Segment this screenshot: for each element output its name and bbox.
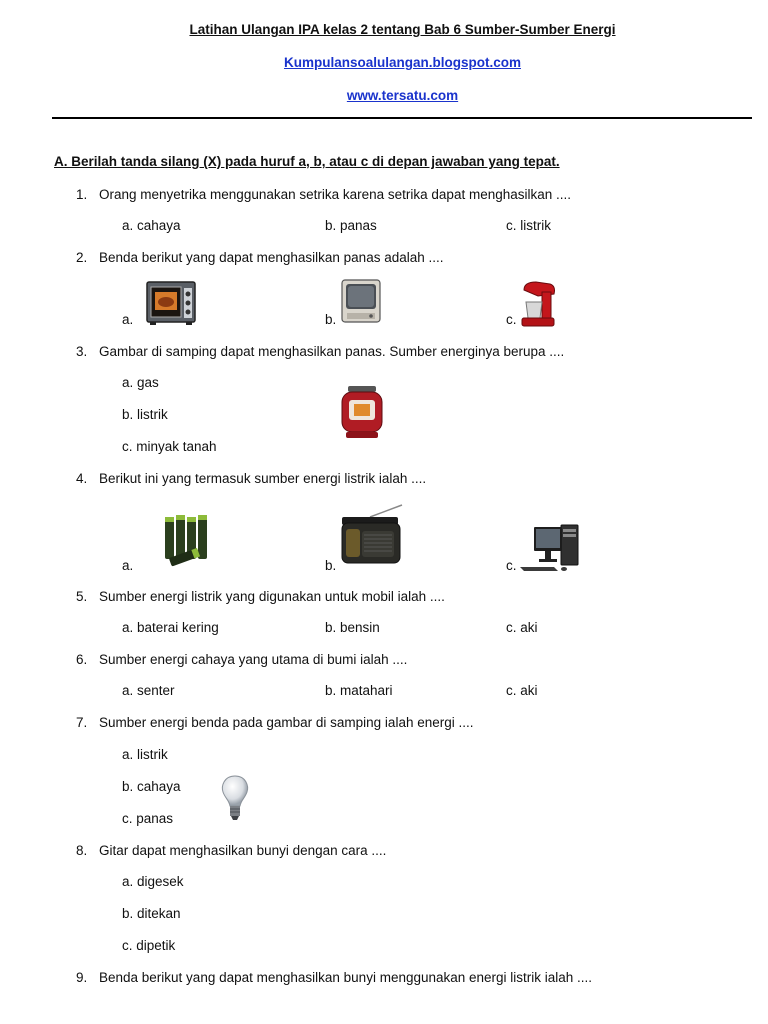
kerosene-stove-icon xyxy=(340,386,384,440)
question-number: 7. xyxy=(76,715,88,730)
option-c[interactable]: c. xyxy=(506,558,517,573)
option-b[interactable]: b. xyxy=(325,312,337,327)
section-heading: A. Berilah tanda silang (X) pada huruf a, b, atau c di depan jawaban yang tepat. xyxy=(54,154,560,169)
light-bulb-icon xyxy=(220,774,250,822)
radio-icon xyxy=(340,503,404,569)
batteries-icon xyxy=(162,513,216,569)
question-text: Sumber energi benda pada gambar di samping ialah energi .... xyxy=(99,715,474,730)
option-b[interactable]: b. xyxy=(325,558,337,573)
option-a[interactable]: a. baterai kering xyxy=(122,620,219,635)
header-divider xyxy=(52,117,752,119)
option-a[interactable]: a. xyxy=(122,312,134,327)
option-b[interactable]: b. matahari xyxy=(325,683,393,698)
question-number: 6. xyxy=(76,652,88,667)
option-b[interactable]: b. ditekan xyxy=(122,906,181,921)
option-b[interactable]: b. listrik xyxy=(122,407,168,422)
question-number: 2. xyxy=(76,250,88,265)
option-b[interactable]: b. cahaya xyxy=(122,779,181,794)
question-text: Berikut ini yang termasuk sumber energi listrik ialah .... xyxy=(99,471,427,486)
computer-icon xyxy=(520,521,580,573)
question-text: Benda berikut yang dapat menghasilkan bunyi menggunakan energi listrik ialah .... xyxy=(99,970,593,985)
option-a[interactable]: a. digesek xyxy=(122,874,184,889)
page-title: Latihan Ulangan IPA kelas 2 tentang Bab 6 Sumber-Sumber Energi xyxy=(189,22,616,37)
question-text: Benda berikut yang dapat menghasilkan panas adalah .... xyxy=(99,250,444,265)
option-a[interactable]: a. xyxy=(122,558,134,573)
question-number: 1. xyxy=(76,187,88,202)
question-text: Gitar dapat menghasilkan bunyi dengan cara .... xyxy=(99,843,387,858)
option-a[interactable]: a. senter xyxy=(122,683,175,698)
question-text: Sumber energi listrik yang digunakan untuk mobil ialah .... xyxy=(99,589,445,604)
question-number: 9. xyxy=(76,970,88,985)
option-a[interactable]: a. cahaya xyxy=(122,218,181,233)
television-icon xyxy=(341,279,381,325)
question-text: Orang menyetrika menggunakan setrika karena setrika dapat menghasilkan .... xyxy=(99,187,572,202)
question-text: Gambar di samping dapat menghasilkan panas. Sumber energinya berupa .... xyxy=(99,344,565,359)
source-link-blog[interactable]: Kumpulansoalulangan.blogspot.com xyxy=(283,55,521,70)
option-c[interactable]: c. aki xyxy=(506,620,538,635)
question-text: Sumber energi cahaya yang utama di bumi ialah .... xyxy=(99,652,408,667)
option-c[interactable]: c. minyak tanah xyxy=(122,439,217,454)
option-b[interactable]: b. bensin xyxy=(325,620,380,635)
question-number: 4. xyxy=(76,471,88,486)
question-number: 3. xyxy=(76,344,88,359)
option-c[interactable]: c. xyxy=(506,312,517,327)
option-a[interactable]: a. gas xyxy=(122,375,159,390)
option-a[interactable]: a. listrik xyxy=(122,747,168,762)
option-c[interactable]: c. panas xyxy=(122,811,174,826)
option-c[interactable]: c. listrik xyxy=(506,218,551,233)
option-c[interactable]: c. dipetik xyxy=(122,938,176,953)
option-c[interactable]: c. aki xyxy=(506,683,538,698)
mixer-icon xyxy=(518,280,558,328)
oven-icon xyxy=(146,280,196,326)
question-number: 5. xyxy=(76,589,88,604)
question-number: 8. xyxy=(76,843,88,858)
option-b[interactable]: b. panas xyxy=(325,218,377,233)
source-link-tersatu[interactable]: www.tersatu.com xyxy=(346,88,459,103)
